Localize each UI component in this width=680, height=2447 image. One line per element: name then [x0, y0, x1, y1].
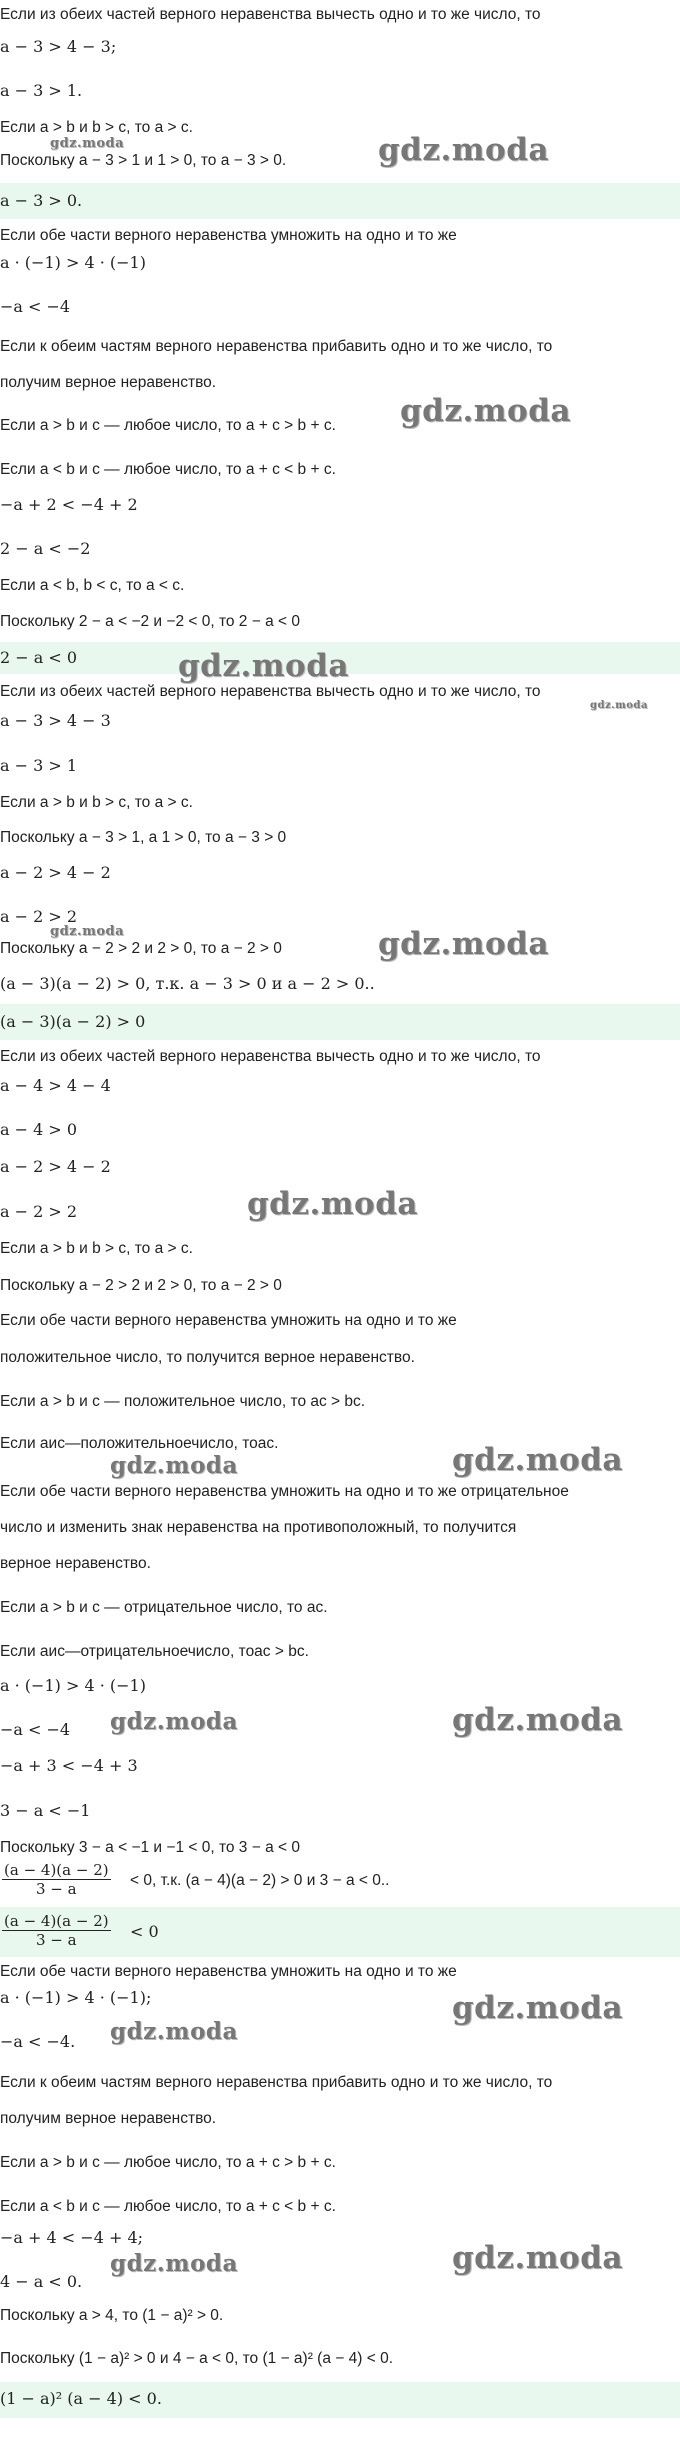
- watermark: gdz.moda: [50, 924, 125, 939]
- math-line: a · (−1) > 4 · (−1);: [0, 1988, 152, 2007]
- fraction-denominator: 3 − a: [36, 1931, 77, 1949]
- math-line: a − 2 > 2: [0, 1202, 78, 1221]
- text-line: Поскольку (1 − a)² > 0 и 4 − a < 0, то (1 − a)² (a − 4) < 0.: [0, 2350, 393, 2367]
- text-line: Поскольку a − 3 > 1 и 1 > 0, то a − 3 > 0.: [0, 152, 287, 169]
- text-line: Поскольку 3 − a < −1 и −1 < 0, то 3 − a < 0: [0, 1839, 301, 1856]
- fraction-numerator: (a − 4)(a − 2): [4, 1861, 109, 1879]
- watermark: gdz.moda: [50, 136, 125, 151]
- math-line: a − 3 > 1: [0, 756, 78, 775]
- watermark: gdz.moda: [110, 2018, 238, 2045]
- watermark: gdz.moda: [590, 700, 648, 711]
- text-line: Если a > b и b > c, то a > c.: [0, 794, 193, 811]
- text-line: Если обе части верного неравенства умножить на одно и то же: [0, 1312, 457, 1329]
- math-line: −a < −4: [0, 297, 71, 316]
- watermark: gdz.moda: [452, 1990, 623, 2026]
- text-line: Если обе части верного неравенства умножить на одно и то же: [0, 227, 457, 244]
- math-line: (a − 3)(a − 2) > 0, т.к. a − 3 > 0 и a − 2 > 0..: [0, 974, 375, 993]
- math-line: 3 − a < −1: [0, 1801, 91, 1820]
- math-line: a − 2 > 4 − 2: [0, 863, 111, 882]
- text-line: Если a > b и c — положительное число, то ac > bc.: [0, 1393, 366, 1410]
- math-line: −a + 3 < −4 + 3: [0, 1756, 138, 1775]
- text-line: Если a < b и c — любое число, то a + c < b + c.: [0, 2198, 336, 2215]
- fraction: [2, 1861, 111, 1898]
- math-line: 2 − a < −2: [0, 539, 91, 558]
- watermark: gdz.moda: [110, 2250, 238, 2277]
- watermark: gdz.moda: [452, 2240, 623, 2276]
- text-line: получим верное неравенство.: [0, 374, 217, 391]
- text-line: Поскольку 2 − a < −2 и −2 < 0, то 2 − a < 0: [0, 613, 301, 630]
- text-line: положительное число, то получится верное неравенство.: [0, 1349, 415, 1366]
- text-line: Если обе части верного неравенства умножить на одно и то же: [0, 1963, 457, 1980]
- watermark: gdz.moda: [110, 1708, 238, 1735]
- math-line: a − 4 > 0: [0, 1120, 78, 1139]
- answer-line: (1 − a)² (a − 4) < 0.: [0, 2389, 162, 2408]
- math-line: a − 2 > 4 − 2: [0, 1157, 111, 1176]
- watermark: gdz.moda: [378, 132, 549, 168]
- answer-line: < 0: [130, 1922, 159, 1941]
- text-line: Если из обеих частей верного неравенства вычесть одно и то же число, то: [0, 683, 541, 700]
- answer-highlight: [0, 183, 680, 219]
- text-line: число и изменить знак неравенства на противоположный, то получится: [0, 1519, 517, 1536]
- text-line: Если a > b и b > c, то a > c.: [0, 1240, 193, 1257]
- watermark: gdz.moda: [400, 393, 571, 429]
- fraction-denominator: 3 − a: [36, 1880, 77, 1898]
- watermark: gdz.moda: [452, 1702, 623, 1738]
- watermark: gdz.moda: [247, 1186, 418, 1222]
- math-line: 4 − a < 0.: [0, 2272, 83, 2291]
- text-line: Если a > b и c — отрицательное число, то ac.: [0, 1599, 328, 1616]
- math-line: a − 4 > 4 − 4: [0, 1076, 111, 1095]
- text-line: Если a > b и c — любое число, то a + c > b + c.: [0, 2154, 336, 2171]
- text-line: Поскольку a > 4, то (1 − a)² > 0.: [0, 2307, 224, 2324]
- math-line: a − 3 > 1.: [0, 81, 83, 100]
- text-line: Если aис—положительноечисло, тоас.: [0, 1435, 279, 1452]
- text-line: Если из обеих частей верного неравенства вычесть одно и то же число, то: [0, 6, 541, 23]
- math-line: a · (−1) > 4 · (−1): [0, 1676, 146, 1695]
- text-line: Если aис—отрицательноечисло, тоас > bc.: [0, 1643, 309, 1660]
- math-line: a − 2 > 2: [0, 907, 78, 926]
- fraction-numerator: (a − 4)(a − 2): [4, 1912, 109, 1930]
- answer-line: a − 3 > 0.: [0, 191, 83, 210]
- math-line: a − 3 > 4 − 3: [0, 711, 111, 730]
- text-line: Если к обеим частям верного неравенства прибавить одно и то же число, то: [0, 338, 553, 355]
- text-line: < 0, т.к. (a − 4)(a − 2) > 0 и 3 − a < 0..: [130, 1872, 390, 1889]
- text-line: Поскольку a − 2 > 2 и 2 > 0, то a − 2 > 0: [0, 940, 282, 957]
- math-line: a · (−1) > 4 · (−1): [0, 253, 146, 272]
- answer-line: 2 − a < 0: [0, 648, 78, 667]
- fraction: [2, 1912, 111, 1949]
- text-line: получим верное неравенство.: [0, 2110, 217, 2127]
- watermark: gdz.moda: [110, 1452, 238, 1479]
- text-line: Поскольку a − 3 > 1, а 1 > 0, то a − 3 > 0: [0, 829, 287, 846]
- text-line: Если a > b и c — любое число, то a + c > b + c.: [0, 417, 336, 434]
- math-line: −a + 4 < −4 + 4;: [0, 2228, 144, 2247]
- watermark: gdz.moda: [452, 1442, 623, 1478]
- math-line: −a < −4.: [0, 2032, 76, 2051]
- text-line: Если обе части верного неравенства умножить на одно и то же отрицательное: [0, 1483, 569, 1500]
- math-line: −a < −4: [0, 1720, 71, 1739]
- text-line: Поскольку a − 2 > 2 и 2 > 0, то a − 2 > 0: [0, 1277, 282, 1294]
- text-line: Если из обеих частей верного неравенства вычесть одно и то же число, то: [0, 1048, 541, 1065]
- text-line: Если a < b и c — любое число, то a + c < b + c.: [0, 461, 336, 478]
- math-line: a − 3 > 4 − 3;: [0, 37, 117, 56]
- text-line: Если a < b, b < c, то a < c.: [0, 577, 185, 594]
- watermark: gdz.moda: [378, 926, 549, 962]
- answer-line: (a − 3)(a − 2) > 0: [0, 1012, 146, 1031]
- math-line: −a + 2 < −4 + 2: [0, 495, 138, 514]
- text-line: Если к обеим частям верного неравенства прибавить одно и то же число, то: [0, 2074, 553, 2091]
- watermark: gdz.moda: [178, 648, 349, 684]
- text-line: Если a > b и b > c, то a > c.: [0, 119, 193, 136]
- text-line: верное неравенство.: [0, 1555, 151, 1572]
